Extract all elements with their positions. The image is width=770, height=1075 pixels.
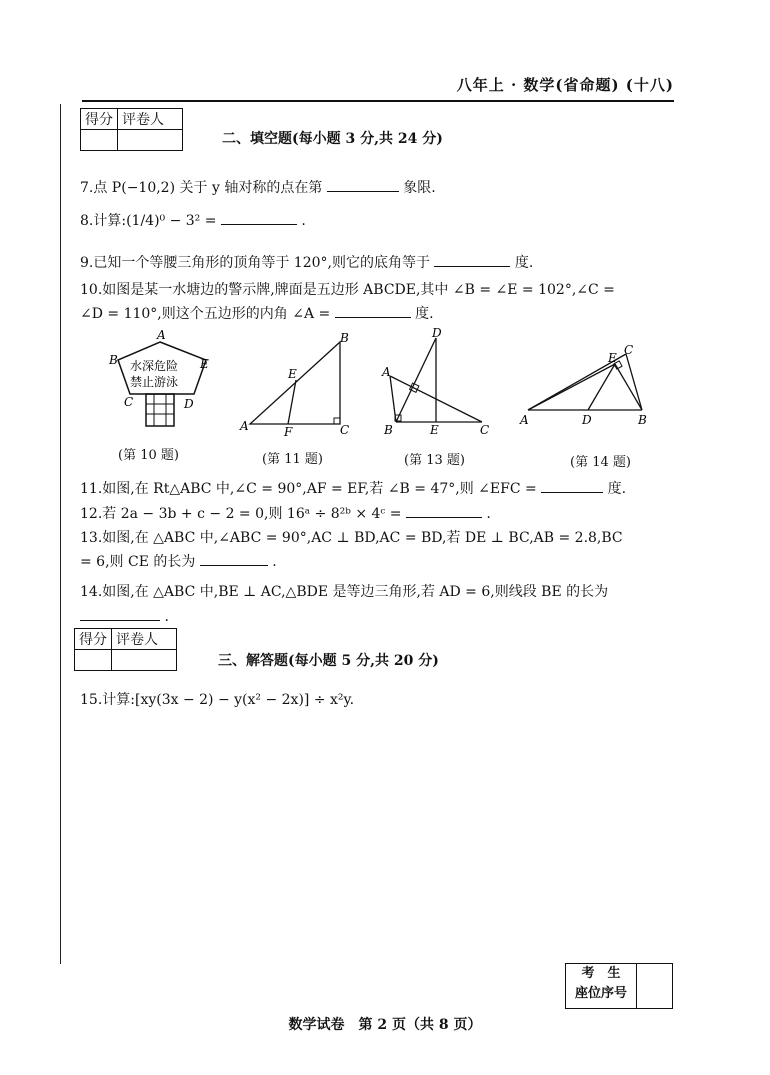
score-cell[interactable] bbox=[81, 130, 118, 151]
seat-label-line1: 考 生 bbox=[581, 966, 621, 981]
q10-text: ∠D = 110°,则这个五边形的内角 ∠A = bbox=[80, 306, 331, 322]
grader-header: 评卷人 bbox=[118, 109, 183, 130]
header-title: 八年上 · 数学(省命题) (十八) bbox=[456, 76, 674, 94]
fig13-label-B: B bbox=[384, 423, 393, 437]
question-11 bbox=[80, 478, 626, 499]
caption-fig14: (第 14 题) bbox=[570, 455, 631, 470]
q13-text: = 6,则 CE 的长为 bbox=[80, 554, 196, 570]
seat-label bbox=[566, 964, 637, 1008]
sign-text-1: 水深危险 bbox=[130, 359, 179, 373]
seat-number-box bbox=[565, 963, 673, 1009]
q14-post: . bbox=[164, 609, 169, 625]
question-13-line1: 13.如图,在 △ABC 中,∠ABC = 90°,AC ⊥ BD,AC = BD,若 DE ⊥ BC,AB = 2.8,BC bbox=[80, 530, 623, 546]
q8-post: . bbox=[301, 213, 306, 229]
fig13-label-D: D bbox=[432, 328, 442, 340]
score-table-1 bbox=[80, 108, 183, 151]
fig14-label-C: C bbox=[624, 343, 634, 357]
question-15: 15.计算:[xy(3x − 2) − y(x² − 2x)] ÷ x²y. bbox=[80, 692, 355, 708]
fig10-label-D: D bbox=[184, 397, 194, 411]
fig14-label-B: B bbox=[638, 413, 647, 427]
q12-text: 12.若 2a − 3b + c − 2 = 0,则 16ᵃ ÷ 8²ᵇ × 4ᶜ = bbox=[80, 506, 402, 522]
q7-post: 象限. bbox=[403, 180, 436, 196]
question-14-line2 bbox=[80, 606, 169, 627]
fig11-label-F: F bbox=[284, 425, 293, 436]
fig13-label-A: A bbox=[382, 365, 391, 379]
figure-14 bbox=[516, 340, 656, 432]
q11-post: 度. bbox=[607, 481, 627, 497]
fig10-label-B: B bbox=[109, 353, 118, 367]
section2-title: 二、填空题(每小题 3 分,共 24 分) bbox=[222, 131, 443, 147]
q13-post: . bbox=[272, 554, 277, 570]
question-7 bbox=[80, 177, 436, 198]
q8-text: 8.计算:(1/4)⁰ − 3² = bbox=[80, 213, 217, 229]
q9-answer-blank[interactable] bbox=[434, 252, 510, 267]
q10-post: 度. bbox=[415, 306, 434, 322]
fig11-label-A: A bbox=[240, 419, 249, 433]
score-cell[interactable] bbox=[75, 650, 112, 671]
fig11-label-E: E bbox=[288, 367, 297, 381]
fig13-label-C: C bbox=[480, 423, 490, 437]
grader-header: 评卷人 bbox=[112, 629, 177, 650]
q7-answer-blank[interactable] bbox=[327, 177, 399, 192]
score-header: 得分 bbox=[75, 629, 112, 650]
q12-post: . bbox=[486, 506, 491, 522]
fig11-label-C: C bbox=[340, 423, 350, 436]
q10-answer-blank[interactable] bbox=[335, 303, 411, 318]
fig11-label-B: B bbox=[340, 331, 349, 345]
section3-title: 三、解答题(每小题 5 分,共 20 分) bbox=[218, 653, 439, 669]
fig14-label-E: E bbox=[608, 351, 617, 365]
q14-answer-blank[interactable] bbox=[80, 606, 160, 621]
q11-answer-blank[interactable] bbox=[541, 478, 603, 493]
question-8 bbox=[80, 210, 306, 231]
q13-answer-blank[interactable] bbox=[200, 551, 268, 566]
caption-fig11: (第 11 题) bbox=[262, 452, 323, 467]
question-12 bbox=[80, 503, 491, 524]
q11-text: 11.如图,在 Rt△ABC 中,∠C = 90°,AF = EF,若 ∠B = 47°,则 ∠EFC = bbox=[80, 481, 537, 497]
figure-10-sign bbox=[108, 328, 218, 433]
question-9 bbox=[80, 252, 533, 273]
question-14-line1: 14.如图,在 △ABC 中,BE ⊥ AC,△BDE 是等边三角形,若 AD = 6,则线段 BE 的长为 bbox=[80, 584, 609, 600]
score-table-2 bbox=[74, 628, 177, 671]
q7-text: 7.点 P(−10,2) 关于 y 轴对称的点在第 bbox=[80, 180, 323, 196]
margin-line bbox=[60, 104, 61, 964]
caption-fig10: (第 10 题) bbox=[118, 448, 179, 463]
q9-post: 度. bbox=[514, 255, 534, 271]
score-header: 得分 bbox=[81, 109, 118, 130]
question-13-line2 bbox=[80, 551, 277, 572]
fig14-label-D: D bbox=[582, 413, 592, 427]
sign-text-2: 禁止游泳 bbox=[130, 375, 179, 389]
figure-13 bbox=[378, 328, 496, 438]
q12-answer-blank[interactable] bbox=[406, 503, 482, 518]
question-10-line1: 10.如图是某一水塘边的警示牌,牌面是五边形 ABCDE,其中 ∠B = ∠E = 102°,∠C = bbox=[80, 282, 615, 298]
caption-fig13: (第 13 题) bbox=[404, 453, 465, 468]
fig10-label-E: E bbox=[200, 357, 209, 371]
header-rule bbox=[82, 100, 674, 102]
grader-cell[interactable] bbox=[112, 650, 177, 671]
fig13-label-E: E bbox=[430, 423, 439, 437]
grader-cell[interactable] bbox=[118, 130, 183, 151]
fig14-label-A: A bbox=[520, 413, 529, 427]
q9-text: 9.已知一个等腰三角形的顶角等于 120°,则它的底角等于 bbox=[80, 255, 430, 271]
figure-11 bbox=[236, 328, 356, 436]
question-10-line2 bbox=[80, 303, 434, 324]
q8-answer-blank[interactable] bbox=[221, 210, 297, 225]
fig10-label-C: C bbox=[124, 395, 134, 409]
fig10-label-A: A bbox=[157, 328, 166, 342]
seat-label-line2: 座位序号 bbox=[574, 986, 627, 1001]
page-footer: 数学试卷 第 2 页（共 8 页） bbox=[288, 1017, 482, 1033]
